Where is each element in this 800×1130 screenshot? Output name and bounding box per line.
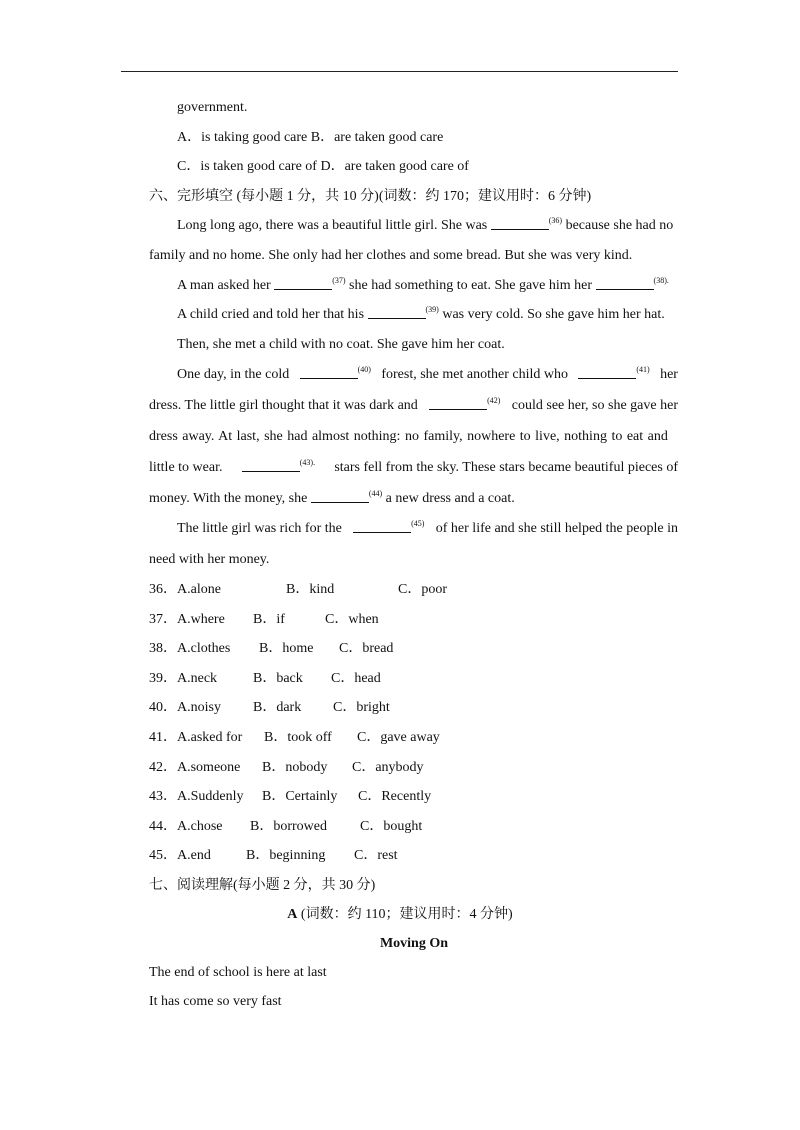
passage-line: Long long ago, there was a beautiful little girl. She was $^{(36)}$ because she had no xyxy=(177,216,674,233)
option-c: C．bought xyxy=(360,818,423,834)
blank-43 xyxy=(242,459,300,472)
option-b: B．back xyxy=(253,670,303,686)
passage-line: One day, in the cold $^{(40)}$ forest, she met another child who $^{(41)}$ her xyxy=(177,365,678,382)
marker-43: (43). xyxy=(299,458,316,467)
option-b: B．kind xyxy=(286,582,335,597)
option-a: A.chose xyxy=(177,818,223,834)
marker-36: (36) xyxy=(548,216,563,225)
option-a: A.asked for xyxy=(177,730,243,745)
passage-line: need with her money. xyxy=(149,552,270,567)
blank-44 xyxy=(311,490,369,503)
option-a: A.clothes xyxy=(177,641,231,657)
passage-line: family and no home. She only had her clothes and some bread. But she was very kind. xyxy=(149,248,633,263)
blank-42 xyxy=(429,397,487,410)
poem-line: It has come so very fast xyxy=(149,994,282,1009)
option-a: A.where xyxy=(177,611,225,627)
option-b: B．Certainly xyxy=(262,789,338,805)
option-number: 37． xyxy=(149,611,177,627)
subsection-a-heading: A (词数：约 110；建议用时：4 分钟) xyxy=(287,907,513,922)
marker-42: (42) xyxy=(487,396,501,405)
poem-line: The end of school is here at last xyxy=(149,965,327,980)
passage-line: dress. The little girl thought that it was dark and $^{(42)}$ could see her, so she gave her xyxy=(149,396,678,413)
blank-41 xyxy=(578,366,636,379)
option-c: C．rest xyxy=(354,848,398,864)
option-c: C．anybody xyxy=(352,759,424,775)
option-number: 41． xyxy=(149,730,177,745)
marker-40: (40) xyxy=(357,365,371,374)
option-c: C．when xyxy=(325,611,379,627)
passage-line: A man asked her $^{(37)}$ she had something to eat. She gave him her $^{(38).}$ xyxy=(177,276,669,293)
option-c: C．head xyxy=(331,670,381,686)
passage-line: dress away. At last, she had almost nothing: no family, nowhere to live, nothing to eat and xyxy=(149,429,668,444)
passage-line: The little girl was rich for the $^{(45)}$ of her life and she still helped the people in xyxy=(177,519,678,536)
blank-38 xyxy=(596,277,654,290)
option-number: 40． xyxy=(149,700,177,716)
option-a: A.neck xyxy=(177,670,218,686)
option-b: B．dark xyxy=(253,700,302,716)
blank-39 xyxy=(368,306,426,319)
option-line-ab: A．is taking good care B．are taken good care xyxy=(177,130,444,145)
option-b: B．took off xyxy=(264,730,332,745)
option-number: 44． xyxy=(149,818,177,834)
poem-title: Moving On xyxy=(379,936,449,951)
marker-45: (45) xyxy=(411,519,425,528)
option-b: B．beginning xyxy=(246,848,326,864)
text-line: government. xyxy=(177,100,248,115)
marker-38: (38). xyxy=(653,276,669,285)
option-c: C．Recently xyxy=(358,789,432,805)
option-a: A.noisy xyxy=(177,700,221,716)
option-a: A.end xyxy=(177,848,211,864)
option-line-cd: C．is taken good care of D．are taken good care of xyxy=(177,159,469,174)
option-c: C．bread xyxy=(339,641,394,657)
option-a: A.alone xyxy=(177,582,221,597)
marker-41: (41) xyxy=(636,365,650,374)
option-c: C．poor xyxy=(398,582,447,597)
blank-40 xyxy=(300,366,358,379)
option-b: B．home xyxy=(259,641,314,657)
option-c: C．gave away xyxy=(357,730,440,745)
option-number: 38． xyxy=(149,641,177,657)
option-number: 39． xyxy=(149,670,177,686)
passage-line: money. With the money, she $^{(44)}$ a new dress and a coat. xyxy=(149,489,515,506)
blank-45 xyxy=(353,520,411,533)
section-6-heading: 六、完形填空 (每小题 1 分，共 10 分)(词数：约 170；建议用时：6 分钟) xyxy=(149,189,592,204)
option-b: B．nobody xyxy=(262,759,328,775)
blank-37 xyxy=(274,277,332,290)
header-rule xyxy=(121,71,678,72)
option-number: 43． xyxy=(149,789,177,805)
option-c: C．bright xyxy=(333,700,390,716)
passage-line: A child cried and told her that his $^{(39)}$ was very cold. So she gave him her hat. xyxy=(177,305,665,322)
option-a: A.Suddenly xyxy=(177,789,244,805)
option-b: B．if xyxy=(253,611,285,627)
passage-line: Then, she met a child with no coat. She gave him her coat. xyxy=(177,337,505,352)
passage-line: little to wear. $^{(43).}$ stars fell from the sky. These stars became beautiful pieces of xyxy=(149,458,678,475)
marker-37: (37) xyxy=(332,276,346,285)
section-7-heading: 七、阅读理解(每小题 2 分，共 30 分) xyxy=(149,878,376,893)
blank-36 xyxy=(491,217,549,230)
option-number: 45． xyxy=(149,848,177,864)
option-number: 36． xyxy=(149,582,177,597)
option-number: 42． xyxy=(149,759,177,775)
marker-44: (44) xyxy=(368,489,383,498)
option-b: B．borrowed xyxy=(250,818,327,834)
marker-39: (39) xyxy=(425,305,439,314)
option-a: A.someone xyxy=(177,759,241,775)
